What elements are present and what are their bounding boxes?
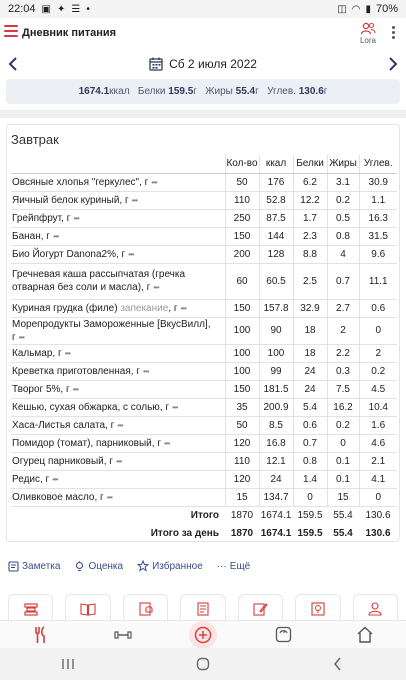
food-fat: 15 — [327, 488, 359, 506]
food-qty: 120 — [225, 434, 259, 452]
food-fat: 7.5 — [327, 380, 359, 398]
food-name: Творог 5%, г — [12, 383, 70, 395]
food-kcal: 100 — [259, 344, 293, 362]
more-options-icon[interactable] — [392, 26, 396, 40]
food-fat: 2.2 — [327, 344, 359, 362]
food-carbs: 1.6 — [359, 416, 397, 434]
table-row[interactable] — [11, 470, 397, 488]
table-row[interactable] — [11, 191, 397, 209]
tile-profile[interactable] — [353, 594, 398, 622]
more-icon[interactable]: ••• — [52, 231, 59, 241]
table-row[interactable] — [11, 488, 397, 506]
food-fat: 2 — [327, 317, 359, 344]
home-circle-icon — [196, 657, 210, 671]
daily-summary — [6, 79, 400, 104]
more-icon[interactable]: ••• — [128, 249, 134, 259]
food-fat: 0.2 — [327, 191, 359, 209]
meal-actions — [8, 558, 250, 574]
favorites-label: Избранное — [152, 560, 203, 572]
food-name-cell[interactable] — [11, 209, 225, 227]
person-icon — [367, 602, 383, 616]
table-row[interactable] — [11, 380, 397, 398]
food-name-cell[interactable] — [11, 398, 225, 416]
food-kcal: 99 — [259, 362, 293, 380]
more-icon[interactable]: ••• — [142, 366, 149, 376]
nav-activity[interactable] — [107, 622, 139, 648]
food-name-cell[interactable]: Куриная грудка (филе) запекание, г ••• — [11, 299, 225, 317]
system-navigation — [0, 648, 406, 680]
food-qty: 150 — [225, 299, 259, 317]
food-name: Редис, г — [12, 473, 50, 485]
menu-icon[interactable] — [4, 25, 18, 37]
bottom-navigation — [0, 620, 406, 648]
feature-tiles — [8, 594, 398, 622]
day-total-row — [11, 524, 397, 542]
note-label: Заметка — [22, 560, 61, 572]
food-protein: 2.5 — [293, 263, 327, 299]
food-protein: 18 — [293, 344, 327, 362]
table-row[interactable] — [11, 299, 397, 317]
food-kcal: 52.8 — [259, 191, 293, 209]
food-carbs: 0.2 — [359, 362, 397, 380]
more-icon[interactable]: ••• — [73, 213, 79, 223]
more-icon[interactable]: ••• — [151, 177, 157, 187]
table-row[interactable] — [11, 173, 397, 191]
plus-circle-icon — [194, 626, 212, 644]
food-name-cell[interactable] — [11, 362, 225, 380]
food-qty: 100 — [225, 362, 259, 380]
note-icon — [8, 561, 19, 572]
table-row[interactable] — [11, 209, 397, 227]
food-carbs: 31.5 — [359, 227, 397, 245]
total-carbs: 130.6 — [365, 509, 391, 521]
food-qty: 35 — [225, 398, 259, 416]
food-protein: 0.6 — [293, 416, 327, 434]
food-kcal: 157.8 — [259, 299, 293, 317]
meal-card-breakfast — [6, 124, 400, 542]
add-entry-button[interactable] — [189, 621, 217, 649]
chef-hat-icon — [138, 602, 154, 616]
food-name: Овсяные хлопья "геркулес", г — [12, 176, 149, 188]
food-name: Огурец парниковый, г — [12, 455, 113, 467]
more-icon[interactable]: ••• — [72, 384, 79, 394]
food-name: Хаса-Листья салата, г — [12, 419, 115, 431]
day-total-label: Итого за день — [150, 527, 219, 539]
food-carbs: 1.1 — [359, 191, 397, 209]
tile-edit[interactable] — [238, 594, 283, 622]
food-kcal: 87.5 — [259, 209, 293, 227]
food-name-cell[interactable] — [11, 191, 225, 209]
next-day-button[interactable] — [384, 56, 400, 72]
back-icon — [332, 657, 344, 671]
food-qty: 110 — [225, 452, 259, 470]
food-kcal: 12.1 — [259, 452, 293, 470]
food-name: Креветка приготовленная, г — [12, 365, 140, 377]
food-kcal: 134.7 — [259, 488, 293, 506]
food-kcal: 90 — [259, 317, 293, 344]
chevron-right-icon — [384, 56, 400, 72]
food-qty: 250 — [225, 209, 259, 227]
food-protein: 0.8 — [293, 452, 327, 470]
more-icon[interactable]: ••• — [64, 348, 71, 358]
battery-icon: ▮ — [365, 3, 371, 15]
battery-level: 70% — [375, 3, 398, 15]
column-header-qty: Кол-во — [225, 155, 259, 173]
food-name-cell[interactable] — [11, 317, 225, 344]
food-qty: 50 — [225, 416, 259, 434]
food-name: Кешью, сухая обжарка, с солью, г — [12, 401, 170, 413]
favorites-button[interactable] — [137, 558, 203, 574]
food-qty: 60 — [225, 263, 259, 299]
total-protein: 159.5 — [297, 509, 323, 521]
food-kcal: 144 — [259, 227, 293, 245]
food-protein: 24 — [293, 380, 327, 398]
notification-icon: ☰ — [71, 3, 81, 15]
tile-articles[interactable] — [180, 594, 225, 622]
table-row[interactable] — [11, 398, 397, 416]
calendar-icon — [149, 57, 163, 71]
cutlery-icon — [32, 626, 50, 644]
tile-recipes[interactable] — [123, 594, 168, 622]
day-total-protein: 159.5 — [297, 527, 323, 539]
food-preparation: запекание — [120, 302, 169, 314]
food-name: Банан, г — [12, 230, 50, 242]
rating-button[interactable] — [74, 558, 123, 574]
table-row[interactable] — [11, 245, 397, 263]
food-fat: 0.7 — [327, 263, 359, 299]
table-row[interactable] — [11, 416, 397, 434]
star-icon — [137, 560, 149, 572]
more-icon[interactable]: ••• — [117, 420, 123, 430]
back-button[interactable] — [318, 652, 358, 676]
food-name-cell[interactable] — [11, 227, 225, 245]
food-name: Помидор (томат), парниковый, г — [12, 437, 161, 449]
food-fat: 0.3 — [327, 362, 359, 380]
cast-icon: ◫ — [337, 3, 347, 15]
table-row[interactable] — [11, 452, 397, 470]
food-protein: 2.3 — [293, 227, 327, 245]
user-profile-button[interactable] — [358, 22, 378, 45]
book-icon — [80, 602, 96, 616]
food-carbs: 4.5 — [359, 380, 397, 398]
food-qty: 200 — [225, 245, 259, 263]
food-carbs: 30.9 — [359, 173, 397, 191]
total-kcal: 1674.1 — [260, 509, 292, 521]
food-protein: 1.7 — [293, 209, 327, 227]
food-name-cell[interactable] — [11, 344, 225, 362]
food-protein: 0 — [293, 488, 327, 506]
food-kcal: 200.9 — [259, 398, 293, 416]
home-button[interactable] — [183, 652, 223, 676]
nav-weight[interactable] — [267, 622, 299, 648]
carb-label: Углев. — [267, 86, 296, 97]
food-protein: 0.7 — [293, 434, 327, 452]
food-name-cell[interactable] — [11, 434, 225, 452]
food-fat: 16.2 — [327, 398, 359, 416]
food-name: Яичный белок куриный, г — [12, 194, 129, 206]
food-qty: 150 — [225, 227, 259, 245]
total-fat: 55.4 — [333, 509, 353, 521]
kcal-value: 1674.1 — [78, 86, 110, 97]
date-picker[interactable] — [0, 57, 406, 71]
food-name-cell[interactable] — [11, 173, 225, 191]
day-total-kcal: 1674.1 — [260, 527, 292, 539]
food-protein: 6.2 — [293, 173, 327, 191]
food-name-cell[interactable] — [11, 416, 225, 434]
more-icon[interactable]: ••• — [163, 438, 170, 448]
food-kcal: 176 — [259, 173, 293, 191]
scale-icon — [275, 626, 292, 643]
food-fat: 0.2 — [327, 416, 359, 434]
meal-total-row — [11, 506, 397, 524]
food-protein: 12.2 — [293, 191, 327, 209]
food-kcal: 24 — [259, 470, 293, 488]
notification-icon: • — [86, 3, 90, 15]
table-row[interactable] — [11, 362, 397, 380]
food-carbs: 16.3 — [359, 209, 397, 227]
food-table — [11, 155, 397, 542]
food-name-cell[interactable] — [11, 263, 225, 299]
column-header-carbs: Углев. — [359, 155, 397, 173]
fat-unit: г — [255, 86, 259, 97]
nav-home[interactable] — [349, 622, 381, 648]
food-fat: 0.1 — [327, 452, 359, 470]
meal-title: Завтрак — [11, 132, 59, 147]
table-header-row — [11, 155, 397, 173]
ellipsis-icon: ··· — [216, 560, 227, 572]
food-kcal: 8.5 — [259, 416, 293, 434]
food-fat: 0 — [327, 434, 359, 452]
day-total-qty: 1870 — [230, 527, 254, 539]
column-header — [11, 155, 225, 173]
more-icon[interactable]: ••• — [180, 303, 186, 313]
food-fat: 0.8 — [327, 227, 359, 245]
food-carbs: 4.1 — [359, 470, 397, 488]
food-name-cell[interactable] — [11, 488, 225, 506]
table-row[interactable] — [11, 263, 397, 299]
column-header-protein: Белки — [293, 155, 327, 173]
food-kcal: 128 — [259, 245, 293, 263]
recent-apps-button[interactable] — [48, 652, 88, 676]
food-fat: 4 — [327, 245, 359, 263]
note-button[interactable] — [8, 558, 60, 574]
food-name-cell[interactable] — [11, 380, 225, 398]
more-icon[interactable]: ••• — [153, 283, 159, 292]
food-name-cell[interactable] — [11, 452, 225, 470]
lightbulb-icon — [310, 602, 326, 616]
rating-label: Оценка — [88, 560, 124, 572]
tile-book[interactable] — [65, 594, 110, 622]
food-name: Гречневая каша рассыпчатая (гречка отварная без соли и масла), г — [12, 269, 186, 293]
food-qty: 120 — [225, 470, 259, 488]
food-fat: 0.5 — [327, 209, 359, 227]
user-name: Lora — [359, 36, 376, 45]
more-icon[interactable]: ••• — [106, 492, 113, 502]
column-header-kcal: ккал — [259, 155, 293, 173]
home-icon — [356, 626, 374, 643]
column-header-fat: Жиры — [327, 155, 359, 173]
carb-unit: г — [323, 86, 328, 97]
food-qty: 15 — [225, 488, 259, 506]
section-divider — [0, 110, 406, 118]
date-bar — [0, 50, 406, 78]
day-total-fat: 55.4 — [333, 527, 353, 539]
tile-diary[interactable] — [8, 594, 53, 622]
more-icon[interactable]: ••• — [115, 456, 122, 466]
food-name: Кальмар, г — [12, 347, 62, 359]
food-fat: 0.1 — [327, 470, 359, 488]
food-protein: 32.9 — [293, 299, 327, 317]
food-name: Грейпфрут, г — [12, 212, 71, 224]
food-fat: 3.1 — [327, 173, 359, 191]
food-carbs: 10.4 — [359, 398, 397, 416]
status-bar — [0, 0, 406, 18]
food-protein: 8.8 — [293, 245, 327, 263]
notification-icon: ▣ — [41, 3, 51, 15]
fat-label: Жиры — [205, 86, 233, 97]
food-kcal: 16.8 — [259, 434, 293, 452]
food-kcal: 181.5 — [259, 380, 293, 398]
food-protein: 1.4 — [293, 470, 327, 488]
food-name: Куриная грудка (филе) — [12, 302, 118, 314]
food-carbs: 0.6 — [359, 299, 397, 317]
kcal-unit: ккал — [109, 86, 130, 97]
food-name-cell[interactable] — [11, 470, 225, 488]
food-qty: 150 — [225, 380, 259, 398]
food-qty: 50 — [225, 173, 259, 191]
date-label: Сб 2 июля 2022 — [169, 57, 257, 71]
table-row[interactable] — [11, 317, 397, 344]
food-name: Био Йогурт Danona2%, г — [12, 248, 126, 260]
app-bar — [0, 18, 406, 50]
table-row[interactable] — [11, 344, 397, 362]
food-carbs: 2.1 — [359, 452, 397, 470]
food-fat: 2.7 — [327, 299, 359, 317]
food-qty: 100 — [225, 317, 259, 344]
more-icon[interactable]: ••• — [18, 332, 25, 342]
protein-label: Белки — [137, 86, 166, 97]
tile-tips[interactable] — [295, 594, 340, 622]
document-icon — [195, 602, 211, 616]
day-total-carbs: 130.6 — [365, 527, 391, 539]
food-kcal: 60.5 — [259, 263, 293, 299]
notification-icon: ✦ — [56, 3, 66, 15]
more-button[interactable] — [217, 558, 250, 574]
more-icon[interactable]: ••• — [52, 474, 58, 484]
food-protein: 5.4 — [293, 398, 327, 416]
table-row[interactable] — [11, 227, 397, 245]
food-carbs: 11.1 — [359, 263, 397, 299]
food-qty: 110 — [225, 191, 259, 209]
food-name: Морепродукты Замороженные [ВкусВилл], г — [12, 318, 211, 343]
status-time: 22:04 — [8, 3, 36, 15]
food-carbs: 0 — [359, 317, 397, 344]
food-protein: 24 — [293, 362, 327, 380]
more-label: Ещё — [229, 560, 251, 572]
total-label: Итого — [190, 509, 219, 521]
total-qty: 1870 — [230, 509, 254, 521]
table-row[interactable] — [11, 434, 397, 452]
protein-value: 159.5 — [168, 86, 194, 97]
fat-value: 55.4 — [235, 86, 256, 97]
scale-icon — [23, 602, 39, 616]
food-carbs: 4.6 — [359, 434, 397, 452]
food-carbs: 9.6 — [359, 245, 397, 263]
carb-value: 130.6 — [298, 86, 324, 97]
recent-apps-icon — [61, 658, 75, 670]
more-icon[interactable]: ••• — [172, 402, 178, 412]
app-title: Дневник питания — [22, 27, 117, 39]
food-carbs: 0 — [359, 488, 397, 506]
user-group-icon — [360, 22, 376, 35]
food-protein: 18 — [293, 317, 327, 344]
dumbbell-icon — [114, 629, 132, 641]
food-name: Оливковое масло, г — [12, 491, 104, 503]
nav-food[interactable] — [25, 622, 57, 648]
edit-icon — [252, 602, 268, 616]
food-carbs: 2 — [359, 344, 397, 362]
more-icon[interactable]: ••• — [131, 195, 138, 205]
lightbulb-icon — [74, 561, 85, 572]
food-name-cell[interactable] — [11, 245, 225, 263]
wifi-icon: ◠ — [351, 3, 361, 15]
food-qty: 100 — [225, 344, 259, 362]
protein-unit: г — [193, 86, 197, 97]
